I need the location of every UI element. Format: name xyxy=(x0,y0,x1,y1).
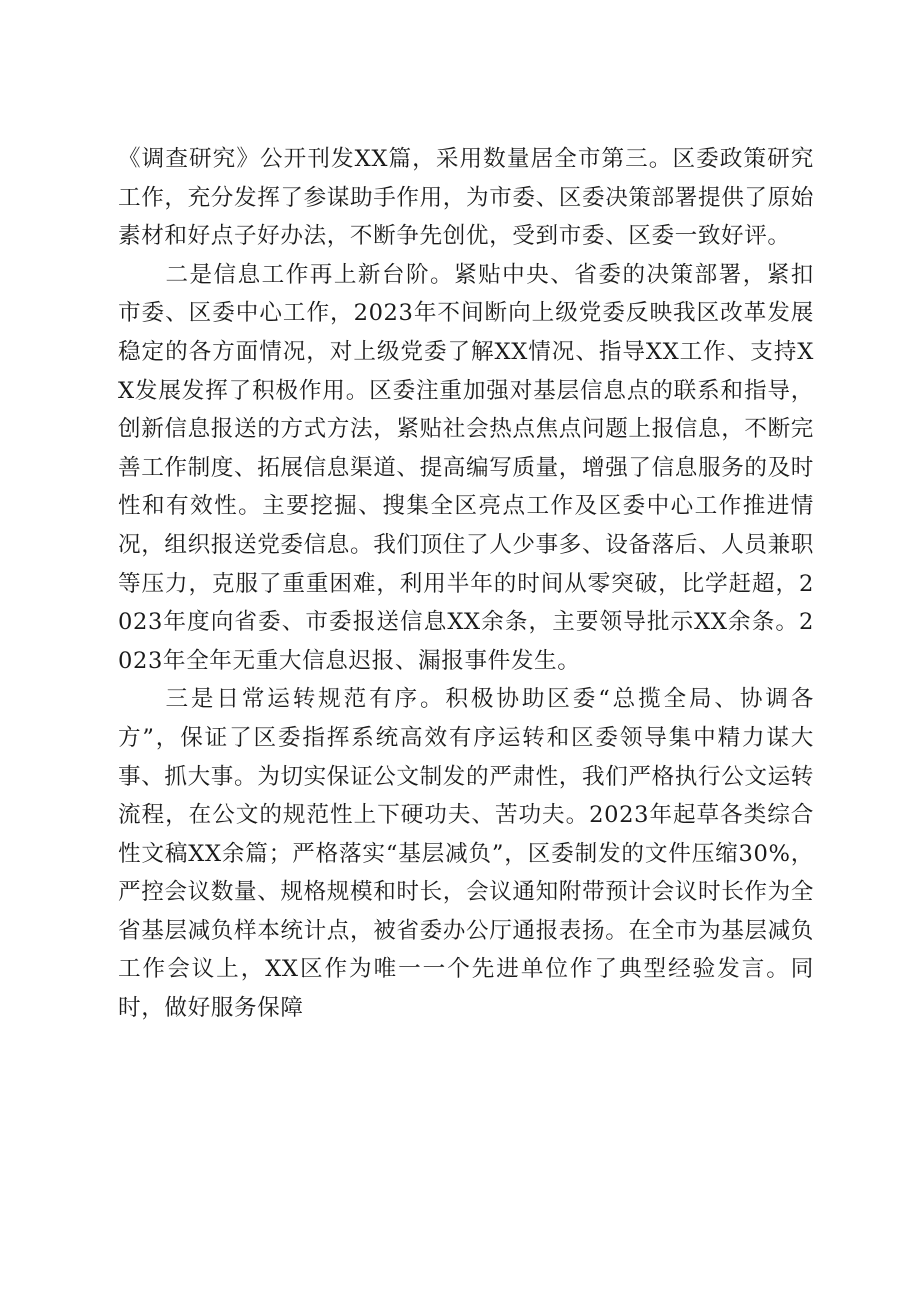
paragraph-information-work: 二是信息工作再上新台阶。紧贴中央、省委的决策部署，紧扣市委、区委中心工作，2023年不间断向上级党委反映我区改革发展稳定的各方面情况，对上级党委了解XX情况、指导XX工作、支持XX发展发挥了积极作用。区委注重加强对基层信息点的联系和指导，创新信息报送的方式方法，紧贴社会热点焦点问题上报信息，不断完善工作制度、拓展信息渠道、提高编写质量，增强了信息服务的及时性和有效性。主要挖掘、搜集全区亮点工作及区委中心工作推进情况，组织报送党委信息。我们顶住了人少事多、设备落后、人员兼职等压力，克服了重重困难，利用半年的时间从零突破，比学赶超，2023年度向省委、市委报送信息XX余条，主要领导批示XX余条。2023年全年无重大信息迟报、漏报事件发生。 xyxy=(118,261,814,674)
paragraph-continuation: 《调查研究》公开刊发XX篇，采用数量居全市第三。区委政策研究工作，充分发挥了参谋助手作用，为市委、区委决策部署提供了原始素材和好点子好办法，不断争先创优，受到市委、区委一致好评。 xyxy=(118,146,814,250)
paragraph-daily-operations: 三是日常运转规范有序。积极协助区委“总揽全局、协调各方”，保证了区委指挥系统高效有序运转和区委领导集中精力谋大事、抓大事。为切实保证公文制发的严肃性，我们严格执行公文运转流程，在公文的规范性上下硬功夫、苦功夫。2023年起草各类综合性文稿XX余篇；严格落实“基层减负”，区委制发的文件压缩30%，严控会议数量、规格规模和时长，会议通知附带预计会议时长作为全省基层减负样本统计点，被省委办公厅通报表扬。在全市为基层减负工作会议上，XX区作为唯一一个先进单位作了典型经验发言。同时，做好服务保障 xyxy=(118,686,814,1022)
document-body xyxy=(118,140,814,1028)
